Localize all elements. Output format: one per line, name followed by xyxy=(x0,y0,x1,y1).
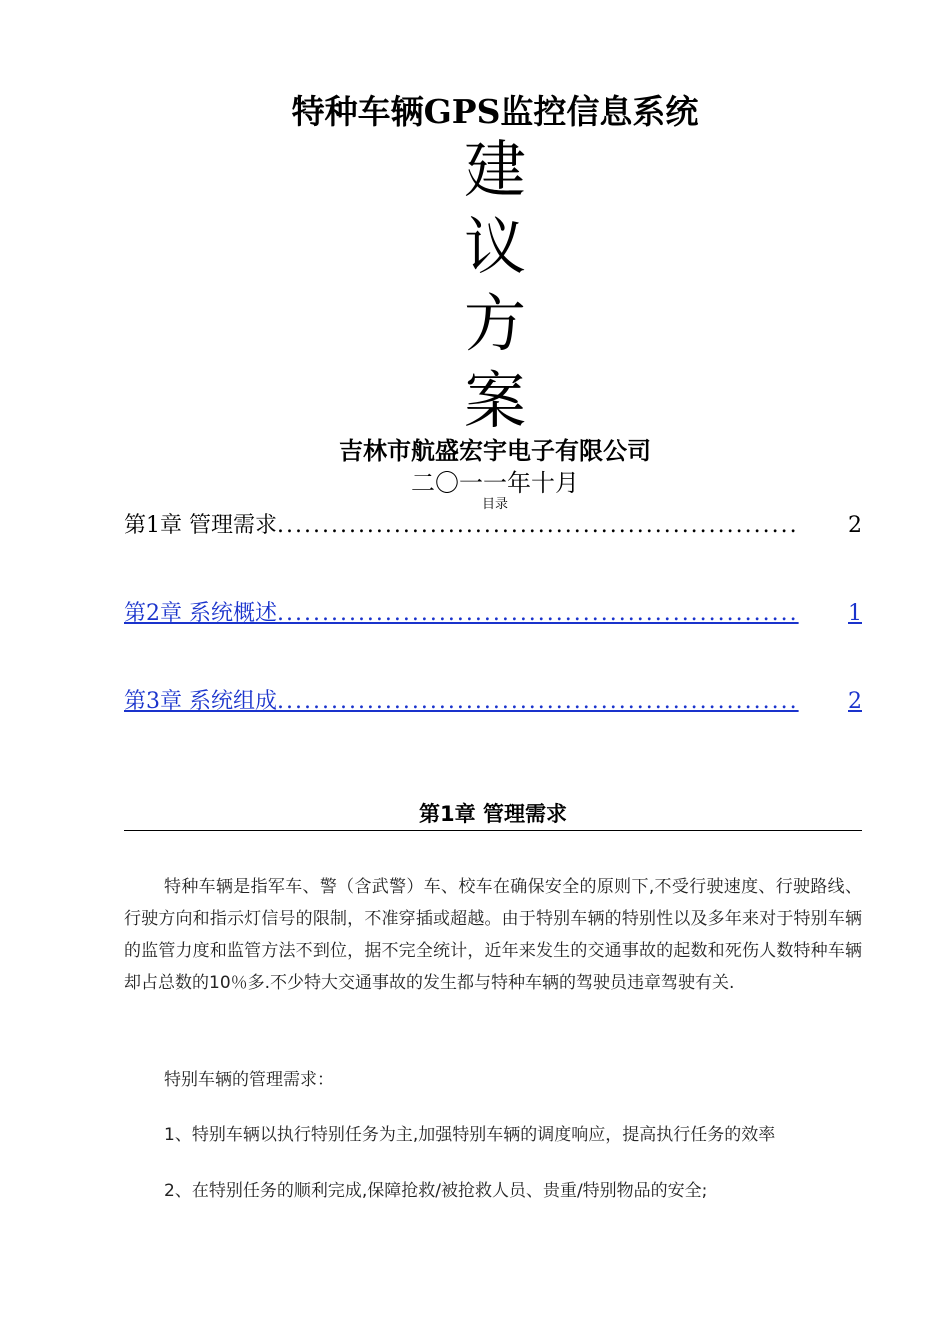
requirement-item-1: 1、特别车辆以执行特别任务为主,加强特别车辆的调度响应，提高执行任务的效率 xyxy=(164,1125,776,1145)
toc-page-number: 2 xyxy=(848,513,862,538)
cover-char-4: 案 xyxy=(463,364,526,437)
chapter-1-paragraph: 特种车辆是指军车、警（含武警）车、校车在确保安全的原则下,不受行驶速度、行驶路线、行驶方向和指示灯信号的限制，不准穿插或超越。由于特别车辆的特别性以及多年来对于特别车辆的监管力度和监管方法不到位，据不完全统计，近年来发生的交通事故的起数和死伤人数特种车辆却占总数的10％多.不少特大交通事故的发生都与特种车辆的驾驶员违章驾驶有关. xyxy=(124,877,862,993)
toc-entry-chapter-1[interactable] xyxy=(124,511,862,541)
requirement-item-2: 2、在特别任务的顺利完成,保障抢救/被抢救人员、贵重/特别物品的安全; xyxy=(164,1181,708,1201)
toc-leader-dots: .......................................................... xyxy=(277,689,799,714)
heading-divider xyxy=(124,830,862,831)
document-date: 二〇一一年十月 xyxy=(411,469,579,497)
cover-char-1: 建 xyxy=(463,133,526,206)
toc-link-chapter-2[interactable] xyxy=(124,599,862,629)
cover-char-3: 方 xyxy=(463,287,526,360)
chapter-1-heading: 第1章 管理需求 xyxy=(419,802,567,826)
toc-page-number: 1 xyxy=(848,601,862,626)
toc-leader-dots: .......................................................... xyxy=(277,601,799,626)
cover-char-2: 议 xyxy=(463,210,526,283)
toc-entry-label: 第1章 管理需求 xyxy=(124,513,277,538)
document-title: 特种车辆GPS监控信息系统 xyxy=(291,92,699,131)
toc-entry-label: 第3章 系统组成 xyxy=(124,689,277,714)
toc-page-number: 2 xyxy=(848,689,862,714)
toc-heading: 目录 xyxy=(481,497,508,512)
company-name: 吉林市航盛宏宇电子有限公司 xyxy=(339,437,651,465)
toc-leader-dots: .......................................................... xyxy=(277,513,799,538)
requirements-intro: 特别车辆的管理需求： xyxy=(164,1070,334,1090)
toc-link-chapter-3[interactable] xyxy=(124,687,862,717)
toc-entry-label: 第2章 系统概述 xyxy=(124,601,277,626)
